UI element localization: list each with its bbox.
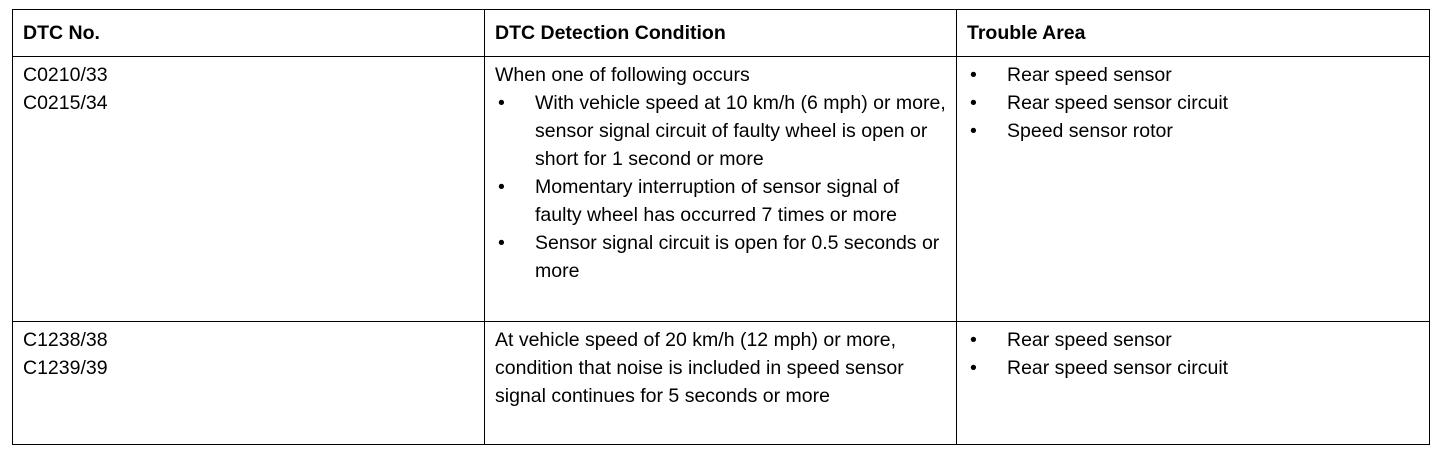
list-item: [967, 117, 1419, 145]
dtc-code: C0215/34: [23, 92, 108, 114]
condition-list: [495, 89, 946, 285]
table-header-row: [13, 10, 1430, 57]
condition-intro: When one of following occurs: [495, 64, 750, 86]
trouble-area-text: Rear speed sensor: [1007, 329, 1172, 351]
bullet-icon: •: [970, 92, 977, 114]
trouble-area-cell: [957, 322, 1430, 445]
dtc-codes-cell: [13, 57, 485, 322]
list-item: [495, 229, 946, 285]
bullet-icon: •: [970, 357, 977, 379]
list-item: [495, 173, 946, 229]
bullet-icon: •: [970, 329, 977, 351]
condition-text: At vehicle speed of 20 km/h (12 mph) or more, condition that noise is included in speed sensor signal continues for 5 seconds or more: [495, 329, 904, 407]
list-item: [967, 354, 1419, 382]
table-row: [13, 322, 1430, 445]
header-detection-condition: DTC Detection Condition: [485, 10, 957, 57]
table-row: [13, 57, 1430, 322]
trouble-area-text: Rear speed sensor circuit: [1007, 92, 1229, 114]
dtc-code: C0210/33: [23, 64, 108, 86]
list-item: [967, 326, 1419, 354]
list-item: [495, 89, 946, 173]
bullet-icon: •: [970, 64, 977, 86]
header-trouble-area: Trouble Area: [957, 10, 1430, 57]
list-item: [967, 61, 1419, 89]
trouble-area-text: Rear speed sensor: [1007, 64, 1172, 86]
dtc-codes-cell: [13, 322, 485, 445]
detection-condition-cell: [485, 57, 957, 322]
trouble-area-list: [967, 61, 1419, 145]
trouble-area-list: [967, 326, 1419, 382]
condition-text: Momentary interruption of sensor signal of faulty wheel has occurred 7 times or more: [535, 176, 900, 226]
bullet-icon: •: [970, 120, 977, 142]
trouble-area-cell: [957, 57, 1430, 322]
bullet-icon: •: [498, 232, 505, 254]
header-dtc-no: DTC No.: [13, 10, 485, 57]
trouble-area-text: Rear speed sensor circuit: [1007, 357, 1229, 379]
bullet-icon: •: [498, 92, 505, 114]
dtc-code: C1238/38: [23, 329, 108, 351]
condition-text: With vehicle speed at 10 km/h (6 mph) or more, sensor signal circuit of faulty wheel is open or short for 1 second or more: [535, 92, 946, 170]
list-item: [967, 89, 1419, 117]
bullet-icon: •: [498, 176, 505, 198]
condition-text: Sensor signal circuit is open for 0.5 seconds or more: [535, 232, 940, 282]
dtc-code: C1239/39: [23, 357, 108, 379]
dtc-table: [12, 9, 1430, 445]
detection-condition-cell: [485, 322, 957, 445]
trouble-area-text: Speed sensor rotor: [1007, 120, 1173, 142]
